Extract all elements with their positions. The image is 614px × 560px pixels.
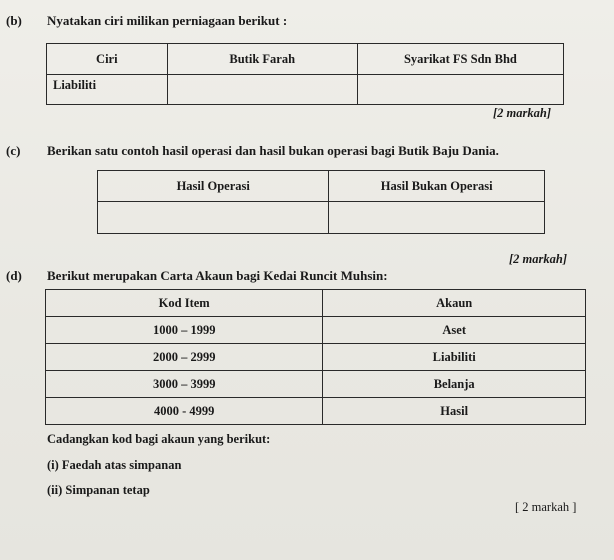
code-cell: 2000 – 2999 — [46, 344, 323, 371]
answer-cell-hasil-bukan-operasi[interactable] — [329, 202, 545, 234]
code-cell: 4000 - 4999 — [46, 398, 323, 425]
part-d-item-i: (i) Faedah atas simpanan — [47, 458, 182, 472]
table-row — [46, 371, 586, 398]
header-butik-farah: Butik Farah — [167, 44, 357, 75]
account-cell: Belanja — [323, 371, 586, 398]
header-syarikat-fs: Syarikat FS Sdn Bhd — [357, 44, 563, 75]
part-c-marks: [2 markah] — [509, 252, 567, 266]
account-cell: Liabiliti — [323, 344, 586, 371]
header-akaun: Akaun — [323, 290, 586, 317]
part-d-question: Berikut merupakan Carta Akaun bagi Kedai Runcit Muhsin: — [47, 268, 388, 283]
header-kod-item: Kod Item — [46, 290, 323, 317]
part-d-instruction: Cadangkan kod bagi akaun yang berikut: — [47, 432, 271, 446]
part-c-table — [97, 170, 545, 234]
table-row — [46, 398, 586, 425]
part-b-table — [46, 43, 564, 105]
part-c-question: Berikan satu contoh hasil operasi dan hasil bukan operasi bagi Butik Baju Dania. — [47, 143, 499, 158]
account-cell: Aset — [323, 317, 586, 344]
answer-cell-butik-farah[interactable] — [167, 75, 357, 105]
table-row — [46, 317, 586, 344]
part-b-question: Nyatakan ciri milikan perniagaan berikut : — [47, 13, 288, 28]
row-label-liabiliti: Liabiliti — [47, 75, 168, 105]
code-cell: 3000 – 3999 — [46, 371, 323, 398]
header-hasil-bukan-operasi: Hasil Bukan Operasi — [329, 171, 545, 202]
account-cell: Hasil — [323, 398, 586, 425]
table-row — [46, 344, 586, 371]
answer-cell-hasil-operasi[interactable] — [98, 202, 329, 234]
part-c-label: (c) — [6, 143, 21, 158]
code-cell: 1000 – 1999 — [46, 317, 323, 344]
part-d-marks: [ 2 markah ] — [515, 500, 577, 514]
header-ciri: Ciri — [47, 44, 168, 75]
part-b-label: (b) — [6, 13, 22, 28]
answer-cell-syarikat-fs[interactable] — [357, 75, 563, 105]
part-d-table — [45, 289, 586, 425]
header-hasil-operasi: Hasil Operasi — [98, 171, 329, 202]
part-b-marks: [2 markah] — [493, 106, 551, 120]
part-d-item-ii: (ii) Simpanan tetap — [47, 483, 150, 497]
part-d-label: (d) — [6, 268, 22, 283]
